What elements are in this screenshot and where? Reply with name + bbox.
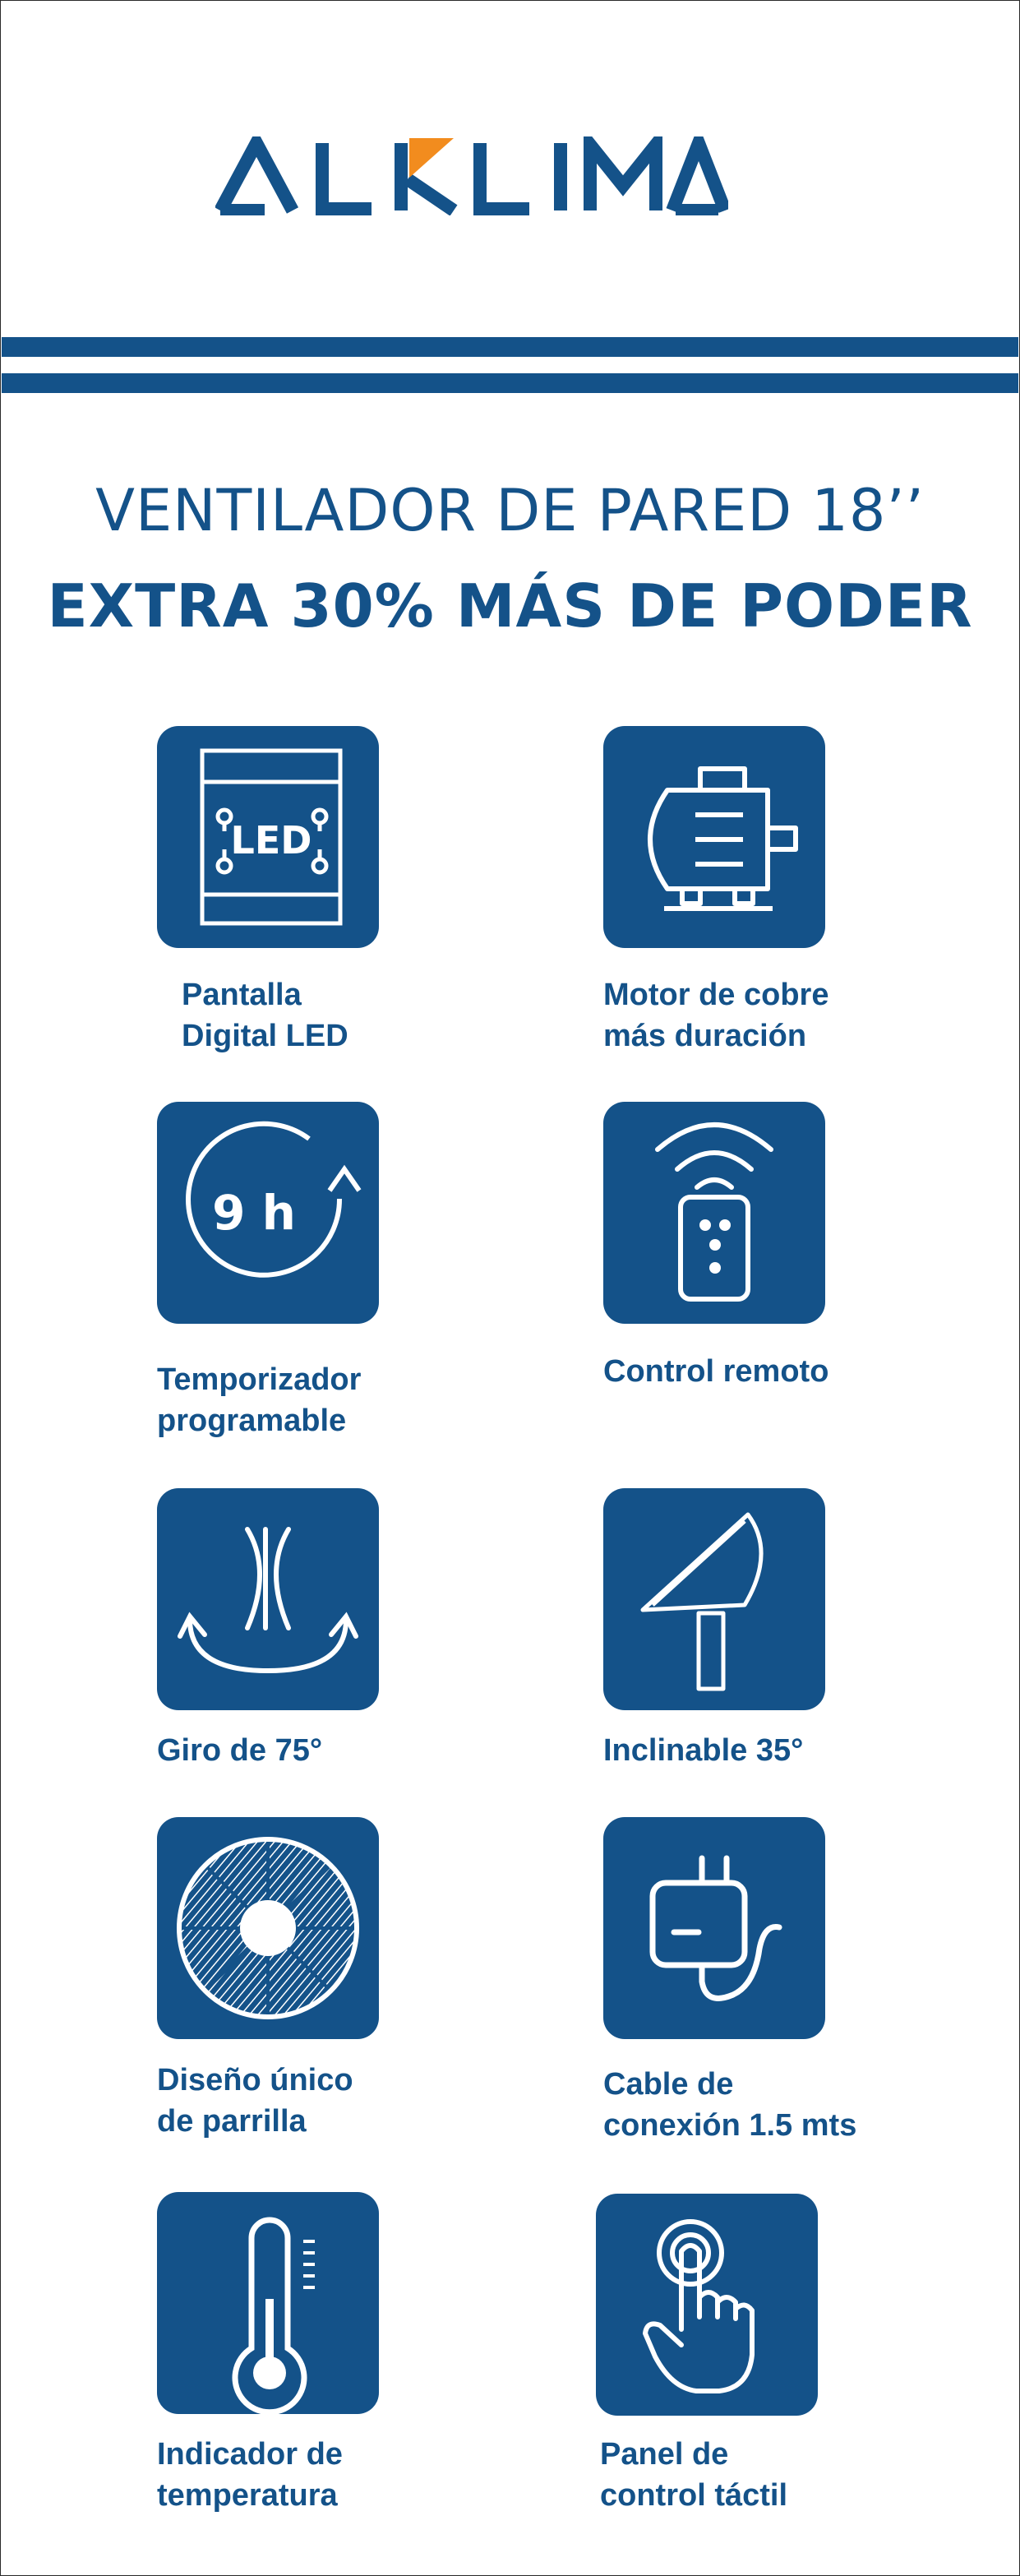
- thermometer-icon: [157, 2192, 379, 2414]
- remote-control-icon: [603, 1102, 825, 1324]
- alklima-logo: [215, 136, 728, 215]
- header-stripe-bottom: [2, 373, 1018, 393]
- led-display-icon: [157, 726, 379, 948]
- feature-caption-grille: Diseño único de parrilla: [157, 2063, 353, 2139]
- grille-icon: [157, 1817, 379, 2039]
- feature-caption-tilt: Inclinable 35°: [603, 1733, 804, 1768]
- feature-caption-thermometer: Indicador de temperatura: [157, 2437, 343, 2513]
- product-subtitle: EXTRA 30% MÁS DE PODER: [47, 571, 973, 641]
- header-stripe-top: [2, 337, 1018, 357]
- power-cable-icon: [603, 1817, 825, 2039]
- feature-caption-rotation: Giro de 75°: [157, 1733, 323, 1768]
- feature-caption-motor: Motor de cobre más duración: [603, 978, 829, 1053]
- touch-panel-icon: [596, 2194, 818, 2416]
- feature-caption-cable: Cable de conexión 1.5 mts: [603, 2067, 857, 2143]
- timer-icon: [157, 1102, 379, 1324]
- oscillation-icon: [157, 1488, 379, 1710]
- product-title: VENTILADOR DE PARED 18’’: [95, 477, 925, 544]
- timer-label: 9 h: [212, 1185, 296, 1241]
- feature-caption-remote: Control remoto: [603, 1354, 829, 1389]
- feature-caption-led: Pantalla Digital LED: [182, 978, 348, 1053]
- feature-caption-touch: Panel de control táctil: [600, 2437, 788, 2513]
- tilt-icon: [603, 1488, 825, 1710]
- copper-motor-icon: [603, 726, 825, 948]
- led-label: LED: [230, 818, 312, 863]
- feature-caption-timer: Temporizador programable: [157, 1362, 362, 1438]
